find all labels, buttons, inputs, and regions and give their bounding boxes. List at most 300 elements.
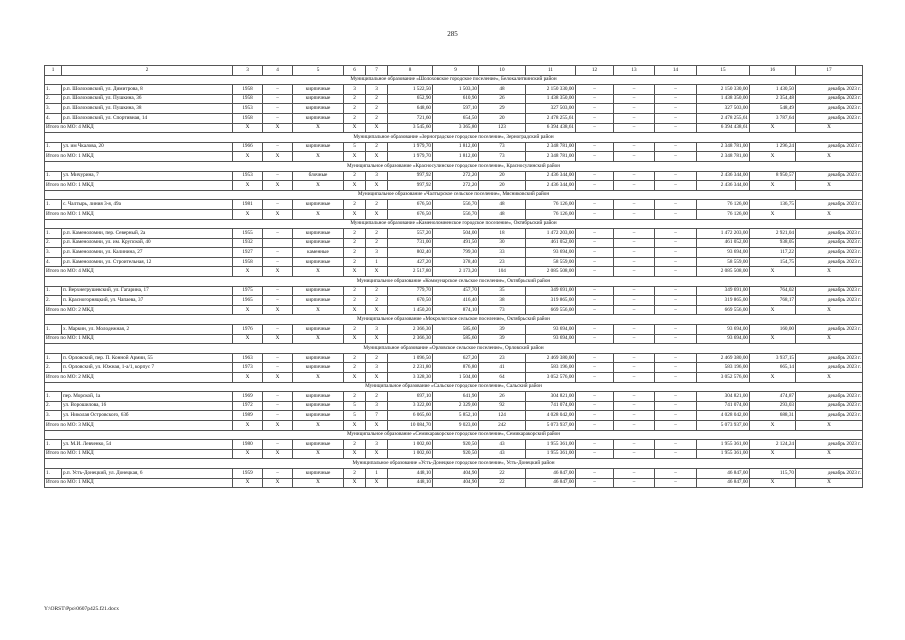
column-number: 6 — [344, 66, 366, 76]
table-cell: – — [614, 200, 655, 210]
table-cell: 2 — [366, 200, 388, 210]
subtotal-label: Итого по МО: 1 МКД — [45, 181, 233, 191]
table-cell: 115,70 — [750, 468, 796, 478]
table-cell: декабрь 2023 г. — [796, 411, 863, 421]
table-cell: кирпичные — [293, 411, 344, 421]
subtotal-cell: 104 — [479, 267, 526, 277]
table-cell: 136,75 — [750, 200, 796, 210]
subtotal-cell: X — [366, 209, 388, 219]
subtotal-cell: X — [796, 420, 863, 430]
subtotal-cell: X — [344, 373, 366, 383]
table-row — [45, 248, 863, 258]
subtotal-cell: 43 — [479, 449, 526, 459]
table-cell: 583 196,00 — [697, 363, 750, 373]
table-cell: 3. — [45, 248, 62, 258]
address-cell: п. Орловский, ул. Южная, 1-а/1, корпус 7 — [62, 363, 233, 373]
subtotal-cell: – — [655, 305, 697, 315]
table-cell: 7 — [366, 411, 388, 421]
table-cell: 504,00 — [433, 229, 479, 239]
table-cell: 2. — [45, 296, 62, 306]
table-cell: декабрь 2023 г. — [796, 363, 863, 373]
table-cell: 39 — [479, 325, 526, 335]
table-row — [45, 401, 863, 411]
table-cell: 1 955 361,00 — [697, 440, 750, 450]
address-cell: с. Чалтырь, линия 3-я, 49а — [62, 200, 233, 210]
subtotal-label: Итого по МО: 4 МКД — [45, 267, 233, 277]
table-cell: 48 — [479, 85, 526, 95]
table-cell: 2 — [366, 296, 388, 306]
table-cell: – — [576, 94, 614, 104]
subtotal-cell: X — [366, 123, 388, 133]
subtotal-cell: – — [614, 334, 655, 344]
table-cell: 1 296,24 — [750, 142, 796, 152]
table-cell: 2 — [344, 171, 366, 181]
table-cell: – — [655, 238, 697, 248]
table-cell: 416,40 — [433, 296, 479, 306]
table-cell: – — [614, 171, 655, 181]
table-cell: 3 — [366, 85, 388, 95]
table-cell: кирпичные — [293, 257, 344, 267]
table-cell: – — [263, 440, 293, 450]
subtotal-cell: – — [614, 478, 655, 488]
subtotal-cell: – — [655, 420, 697, 430]
column-number: 5 — [293, 66, 344, 76]
table-cell: 272,20 — [433, 171, 479, 181]
table-cell: кирпичные — [293, 229, 344, 239]
subtotal-cell: X — [750, 181, 796, 191]
municipality-section-row — [45, 382, 863, 392]
municipality-section-row — [45, 344, 863, 354]
subtotal-cell: – — [576, 209, 614, 219]
subtotal-cell: – — [576, 152, 614, 162]
table-cell: 8 950,57 — [750, 171, 796, 181]
table-cell: 2 — [344, 363, 366, 373]
subtotal-cell: 5 073 937,00 — [526, 420, 576, 430]
table-cell: 30 — [479, 238, 526, 248]
subtotal-row — [45, 123, 863, 133]
table-cell: 688,31 — [750, 411, 796, 421]
subtotal-cell: X — [796, 305, 863, 315]
table-cell: 2. — [45, 94, 62, 104]
table-cell: 1966 — [233, 142, 263, 152]
table-cell: 2. — [45, 363, 62, 373]
subtotal-label: Итого по МО: 3 МКД — [45, 420, 233, 430]
table-cell: – — [576, 104, 614, 114]
subtotal-cell: X — [293, 478, 344, 488]
table-cell: 2 — [344, 440, 366, 450]
table-cell: 3. — [45, 411, 62, 421]
subtotal-cell: – — [655, 123, 697, 133]
table-cell: 1. — [45, 229, 62, 239]
table-cell: – — [263, 325, 293, 335]
table-cell: кирпичные — [293, 94, 344, 104]
address-cell: р.п. Каменоломни, ул. Строительная, 12 — [62, 257, 233, 267]
table-cell: кирпичные — [293, 286, 344, 296]
table-cell: 2 — [344, 468, 366, 478]
table-cell: – — [614, 104, 655, 114]
municipality-section-row — [45, 133, 863, 143]
subtotal-cell: – — [655, 373, 697, 383]
table-cell: – — [263, 257, 293, 267]
table-cell: 2 348 781,00 — [526, 142, 576, 152]
table-cell: 327 503,00 — [526, 104, 576, 114]
subtotal-cell: 93 694,00 — [526, 334, 576, 344]
footer-file-path: Y:\ORST\Ppo\0607p425.f21.docx — [44, 606, 119, 612]
subtotal-cell: 9 023,00 — [433, 420, 479, 430]
table-cell: кирпичные — [293, 296, 344, 306]
table-cell: 1. — [45, 286, 62, 296]
table-cell: – — [655, 94, 697, 104]
subtotal-label: Итого по МО: 2 МКД — [45, 373, 233, 383]
subtotal-cell: 46 847,00 — [697, 478, 750, 488]
table-cell: 2 — [366, 392, 388, 402]
subtotal-cell: – — [576, 267, 614, 277]
column-number: 14 — [655, 66, 697, 76]
subtotal-cell: 20 — [479, 181, 526, 191]
table-cell: – — [263, 200, 293, 210]
subtotal-cell: X — [366, 420, 388, 430]
table-cell: кирпичные — [293, 353, 344, 363]
subtotal-cell: 1 504,00 — [433, 373, 479, 383]
subtotal-cell: – — [576, 449, 614, 459]
table-cell: 2 — [366, 104, 388, 114]
table-cell: 93 694,00 — [697, 248, 750, 258]
table-cell: – — [614, 392, 655, 402]
subtotal-cell: X — [750, 123, 796, 133]
table-cell: кирпичные — [293, 104, 344, 114]
subtotal-cell: 3 052 576,00 — [526, 373, 576, 383]
table-cell: декабрь 2023 г. — [796, 142, 863, 152]
table-cell: 1. — [45, 353, 62, 363]
subtotal-label: Итого по МО: 1 МКД — [45, 334, 233, 344]
table-cell: 557,20 — [388, 229, 433, 239]
subtotal-cell: – — [655, 478, 697, 488]
table-cell: – — [614, 440, 655, 450]
municipality-title: Муниципальное образование «Сальское городское поселение», Сальский район — [45, 382, 863, 392]
table-cell: – — [576, 142, 614, 152]
subtotal-cell: 1 955 361,00 — [526, 449, 576, 459]
table-cell: 2 — [366, 238, 388, 248]
table-cell: 2 124,24 — [750, 440, 796, 450]
table-cell: 1953 — [233, 171, 263, 181]
subtotal-cell: – — [576, 334, 614, 344]
table-cell: 93 694,00 — [697, 325, 750, 335]
table-cell: 1963 — [233, 353, 263, 363]
table-cell: 1 430,50 — [750, 85, 796, 95]
table-cell: кирпичные — [293, 468, 344, 478]
table-cell: кирпичные — [293, 440, 344, 450]
page-number: 285 — [447, 30, 458, 38]
table-row — [45, 353, 863, 363]
table-cell: 23 — [479, 353, 526, 363]
table-cell: 802,40 — [388, 248, 433, 258]
table-cell: кирпичные — [293, 85, 344, 95]
table-cell: 124 — [479, 411, 526, 421]
subtotal-cell: – — [614, 305, 655, 315]
table-cell: 2 — [344, 353, 366, 363]
table-cell: – — [614, 353, 655, 363]
table-cell: – — [614, 401, 655, 411]
subtotal-row — [45, 334, 863, 344]
subtotal-cell: 76 126,00 — [697, 209, 750, 219]
table-cell: 670,50 — [388, 296, 433, 306]
housing-repair-table — [44, 65, 863, 488]
subtotal-cell: 6 394 438,61 — [526, 123, 576, 133]
table-cell: 1973 — [233, 363, 263, 373]
column-number-row — [45, 66, 863, 76]
table-row — [45, 257, 863, 267]
table-cell: 461 052,00 — [697, 238, 750, 248]
table-cell: 2 478 255,61 — [697, 113, 750, 123]
table-cell: декабрь 2023 г. — [796, 392, 863, 402]
table-cell: 2 — [366, 286, 388, 296]
table-cell: 1 812,00 — [433, 142, 479, 152]
table-cell: декабрь 2023 г. — [796, 468, 863, 478]
table-cell: 76 126,00 — [697, 200, 750, 210]
table-cell: 2 — [366, 113, 388, 123]
subtotal-cell: X — [263, 267, 293, 277]
table-cell: – — [614, 411, 655, 421]
table-cell: – — [263, 142, 293, 152]
table-cell: 779,70 — [388, 286, 433, 296]
table-cell: декабрь 2023 г. — [796, 229, 863, 239]
table-cell: 327 503,00 — [697, 104, 750, 114]
table-cell: 731,00 — [388, 238, 433, 248]
table-cell: декабрь 2023 г. — [796, 296, 863, 306]
subtotal-cell: X — [796, 478, 863, 488]
municipality-section-row — [45, 75, 863, 85]
table-cell: 6 065,60 — [388, 411, 433, 421]
subtotal-cell: 585,60 — [433, 334, 479, 344]
table-row — [45, 94, 863, 104]
subtotal-cell: 73 — [479, 305, 526, 315]
table-cell: 5 — [344, 411, 366, 421]
subtotal-cell: 1 812,00 — [433, 152, 479, 162]
table-cell: 319 865,00 — [697, 296, 750, 306]
table-cell: 721,60 — [388, 113, 433, 123]
table-cell: – — [614, 363, 655, 373]
subtotal-row — [45, 209, 863, 219]
table-cell: 627,20 — [433, 353, 479, 363]
subtotal-cell: X — [263, 181, 293, 191]
table-cell: 2 — [344, 104, 366, 114]
table-cell: 22 — [479, 468, 526, 478]
table-cell: 3 937,15 — [750, 353, 796, 363]
table-cell: 920,50 — [433, 440, 479, 450]
column-number: 11 — [526, 66, 576, 76]
table-cell: 46 847,00 — [526, 468, 576, 478]
table-cell: кирпичные — [293, 392, 344, 402]
table-cell: – — [655, 142, 697, 152]
table-cell: 876,80 — [433, 363, 479, 373]
subtotal-cell: X — [263, 209, 293, 219]
column-number: 16 — [750, 66, 796, 76]
subtotal-cell: X — [344, 181, 366, 191]
table-cell: – — [655, 113, 697, 123]
subtotal-cell: 6 394 438,61 — [697, 123, 750, 133]
table-cell: 2. — [45, 401, 62, 411]
table-cell: 461 052,00 — [526, 238, 576, 248]
table-cell: 2 150 330,00 — [526, 85, 576, 95]
subtotal-label: Итого по МО: 1 МКД — [45, 152, 233, 162]
address-cell: ул. Ворошилова, 16 — [62, 401, 233, 411]
table-cell: 1. — [45, 440, 62, 450]
table-cell: – — [576, 200, 614, 210]
table-cell: – — [655, 353, 697, 363]
subtotal-cell: – — [576, 123, 614, 133]
subtotal-cell: X — [344, 305, 366, 315]
table-cell: 5 852,10 — [433, 411, 479, 421]
subtotal-cell: X — [293, 334, 344, 344]
address-cell: п. Верхнегрушевский, ул. Гагарина, 17 — [62, 286, 233, 296]
column-number: 4 — [263, 66, 293, 76]
table-cell: 2 469 380,00 — [526, 353, 576, 363]
subtotal-cell: 556,70 — [433, 209, 479, 219]
table-row — [45, 325, 863, 335]
subtotal-cell: X — [233, 267, 263, 277]
table-cell: – — [263, 104, 293, 114]
subtotal-cell: – — [576, 478, 614, 488]
table-row — [45, 296, 863, 306]
table-cell: декабрь 2023 г. — [796, 440, 863, 450]
address-cell: ул. М.И. Левченко, 54 — [62, 440, 233, 450]
subtotal-cell: 3 328,30 — [388, 373, 433, 383]
table-cell: 3 — [366, 401, 388, 411]
subtotal-cell: 2 173,20 — [433, 267, 479, 277]
table-cell: – — [614, 113, 655, 123]
subtotal-cell: X — [366, 305, 388, 315]
table-cell: – — [655, 257, 697, 267]
address-cell: п. Красногорняцкий, ул. Чапаева, 37 — [62, 296, 233, 306]
table-cell: – — [576, 257, 614, 267]
subtotal-cell: X — [796, 334, 863, 344]
table-cell — [263, 238, 293, 248]
subtotal-cell: X — [233, 181, 263, 191]
table-cell: 26 — [479, 94, 526, 104]
subtotal-cell: X — [750, 420, 796, 430]
table-cell: 2 — [344, 238, 366, 248]
subtotal-row — [45, 181, 863, 191]
table-cell: 491,50 — [433, 238, 479, 248]
table-cell: декабрь 2023 г. — [796, 248, 863, 258]
table-cell: – — [263, 468, 293, 478]
subtotal-cell: 39 — [479, 334, 526, 344]
table-cell: – — [655, 248, 697, 258]
subtotal-cell: 22 — [479, 478, 526, 488]
subtotal-cell: 5 073 937,00 — [697, 420, 750, 430]
table-cell: декабрь 2023 г. — [796, 286, 863, 296]
table-cell: – — [263, 411, 293, 421]
subtotal-row — [45, 373, 863, 383]
subtotal-cell: 2 348 781,00 — [526, 152, 576, 162]
table-cell: 1 979,70 — [388, 142, 433, 152]
table-cell: 764,02 — [750, 286, 796, 296]
subtotal-cell: – — [655, 209, 697, 219]
table-cell: 29 — [479, 104, 526, 114]
table-row — [45, 440, 863, 450]
table-cell: 304 821,00 — [526, 392, 576, 402]
subtotal-cell: X — [344, 334, 366, 344]
subtotal-cell: X — [750, 209, 796, 219]
municipality-section-row — [45, 459, 863, 469]
table-cell: 1927 — [233, 248, 263, 258]
table-cell: 1953 — [233, 104, 263, 114]
subtotal-cell: – — [655, 267, 697, 277]
table-cell: 48 — [479, 200, 526, 210]
table-cell: – — [263, 85, 293, 95]
table-cell: декабрь 2023 г. — [796, 325, 863, 335]
subtotal-cell: X — [233, 209, 263, 219]
municipality-title: Муниципальное образование «Каменоломненское городское поселение», Октябрьский район — [45, 219, 863, 229]
table-cell: – — [263, 392, 293, 402]
subtotal-cell: X — [233, 334, 263, 344]
table-cell: 2 329,00 — [433, 401, 479, 411]
table-cell: 1 — [366, 468, 388, 478]
table-cell: кирпичные — [293, 238, 344, 248]
table-cell: 73 — [479, 142, 526, 152]
table-cell: 1 002,60 — [388, 440, 433, 450]
table-cell: – — [655, 392, 697, 402]
table-cell: 2 469 380,00 — [697, 353, 750, 363]
table-cell: 2 — [366, 142, 388, 152]
subtotal-cell: X — [366, 478, 388, 488]
table-cell: 2 — [344, 286, 366, 296]
subtotal-row — [45, 152, 863, 162]
subtotal-label: Итого по МО: 4 МКД — [45, 123, 233, 133]
table-cell: – — [614, 468, 655, 478]
table-row — [45, 104, 863, 114]
subtotal-cell: 997,92 — [388, 181, 433, 191]
table-cell: 2 150 330,00 — [697, 85, 750, 95]
table-cell: 1 438 350,00 — [697, 94, 750, 104]
table-cell: декабрь 2023 г. — [796, 353, 863, 363]
table-cell: 1. — [45, 171, 62, 181]
table-cell: 26 — [479, 392, 526, 402]
table-cell: – — [655, 411, 697, 421]
table-cell: – — [263, 248, 293, 258]
subtotal-cell: X — [293, 449, 344, 459]
municipality-title: Муниципальное образование «Шолоховское городское поселение», Белокалитвинский район — [45, 75, 863, 85]
table-cell: 597,10 — [433, 104, 479, 114]
subtotal-cell: X — [293, 420, 344, 430]
table-cell: 4 028 042,00 — [697, 411, 750, 421]
table-cell: – — [614, 325, 655, 335]
subtotal-cell: X — [263, 305, 293, 315]
table-cell: 2 — [344, 229, 366, 239]
table-cell: – — [263, 286, 293, 296]
table-cell: 2 — [344, 392, 366, 402]
table-cell: 23 — [479, 257, 526, 267]
subtotal-cell: X — [233, 420, 263, 430]
table-cell: кирпичные — [293, 200, 344, 210]
subtotal-cell: 1 002,60 — [388, 449, 433, 459]
subtotal-cell: 48 — [479, 209, 526, 219]
table-cell: 319 865,00 — [526, 296, 576, 306]
subtotal-cell: X — [366, 181, 388, 191]
table-cell: 1965 — [233, 296, 263, 306]
table-row — [45, 200, 863, 210]
address-cell: р.п. Каменоломни, пер. Северный, 2а — [62, 229, 233, 239]
subtotal-cell: – — [655, 449, 697, 459]
subtotal-row — [45, 420, 863, 430]
table-cell: 474,87 — [750, 392, 796, 402]
table-cell: 92 — [479, 401, 526, 411]
table-cell: 160,00 — [750, 325, 796, 335]
table-row — [45, 238, 863, 248]
subtotal-cell: 93 694,00 — [697, 334, 750, 344]
subtotal-cell: 2 517,80 — [388, 267, 433, 277]
subtotal-cell: – — [614, 123, 655, 133]
